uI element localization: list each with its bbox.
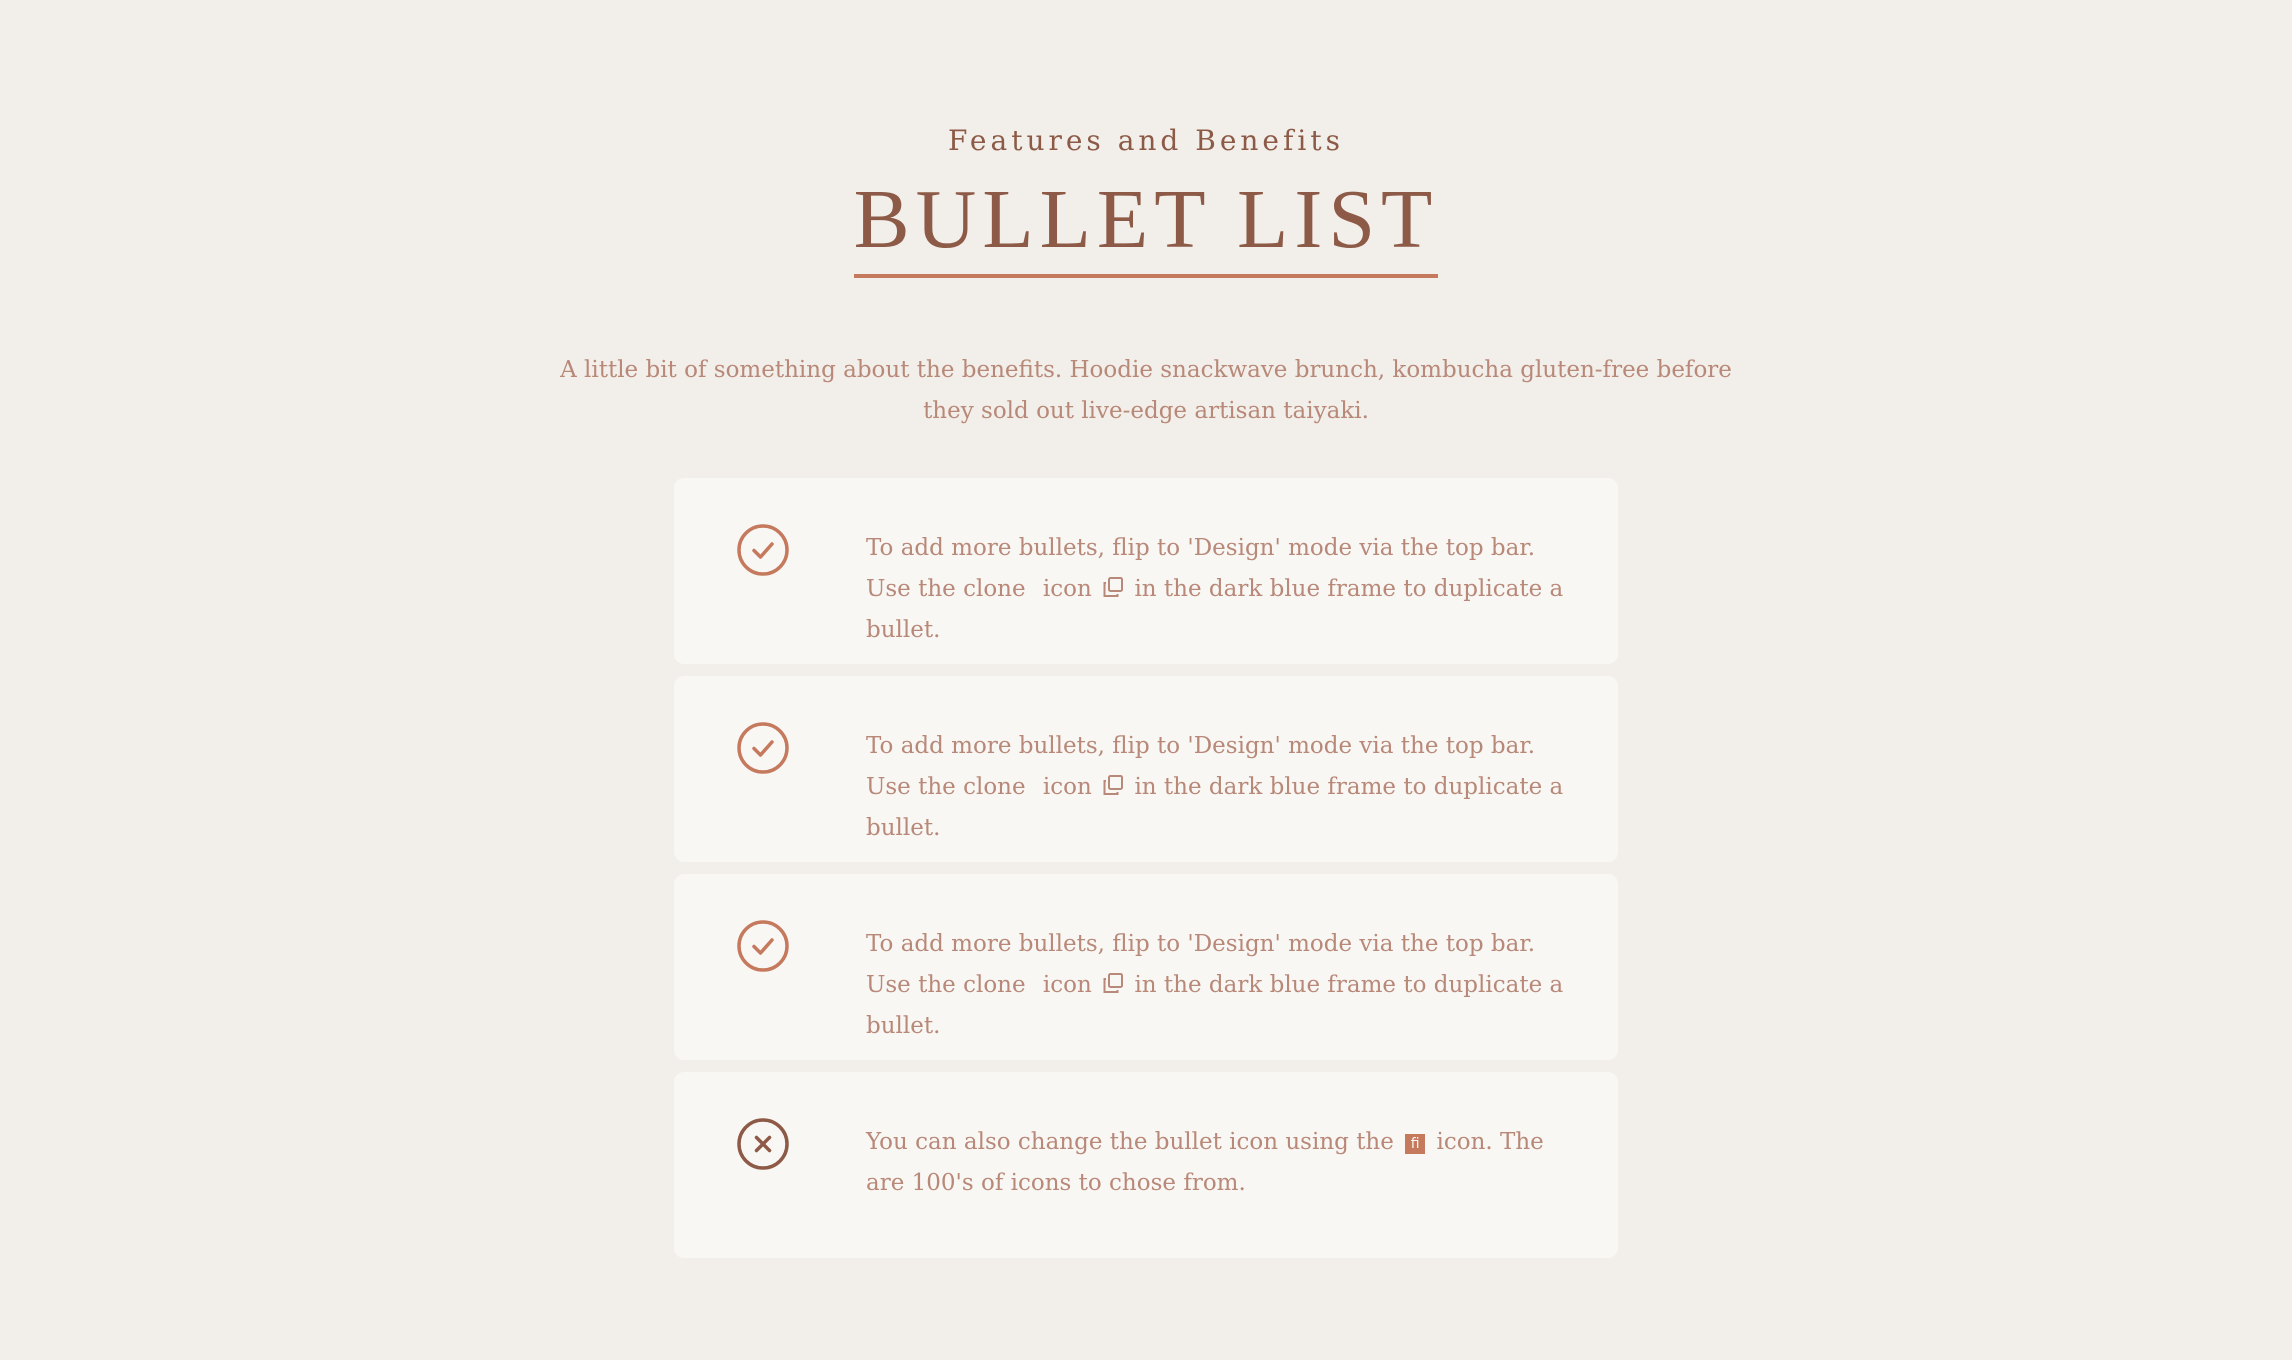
bullet-card xyxy=(674,1072,1618,1258)
clone-icon xyxy=(1101,971,1125,995)
bullet-text-icon-word: icon xyxy=(1042,576,1092,602)
bullet-text-before: You can also change the bullet icon using the xyxy=(866,1129,1394,1155)
bullet-text-after: in the dark blue frame to duplicate a bullet. xyxy=(866,972,1564,1039)
lead-paragraph: A little bit of something about the benefits. Hoodie snackwave brunch, kombucha gluten-free before they sold out live-edge artisan taiyaki. xyxy=(560,357,1732,424)
bullet-text-before: To add more bullets, flip to 'Design' mode via the top bar. Use the clone xyxy=(866,733,1536,800)
bullet-text-before: To add more bullets, flip to 'Design' mode via the top bar. Use the clone xyxy=(866,535,1536,602)
clone-icon xyxy=(1101,575,1125,599)
bullet-text xyxy=(866,528,1586,651)
check-circle-icon xyxy=(736,523,790,577)
bullet-text-before: To add more bullets, flip to 'Design' mode via the top bar. Use the clone xyxy=(866,931,1536,998)
check-circle-icon xyxy=(736,919,790,973)
bullet-text xyxy=(866,1122,1586,1204)
bullet-text xyxy=(866,924,1586,1047)
check-circle-icon xyxy=(736,721,790,775)
bullet-text-after: in the dark blue frame to duplicate a bullet. xyxy=(866,576,1564,643)
bullet-text-icon-word: icon xyxy=(1042,774,1092,800)
clone-icon xyxy=(1101,773,1125,797)
section-eyebrow: Features and Benefits xyxy=(948,124,1344,157)
bullet-text-icon-word: icon xyxy=(1042,972,1092,998)
x-circle-icon xyxy=(736,1117,790,1171)
page-title: BULLET LIST xyxy=(854,172,1439,278)
title-wrap xyxy=(0,172,2292,278)
icon-picker-icon: fi xyxy=(1405,1134,1425,1154)
bullet-card xyxy=(674,874,1618,1060)
bullet-text xyxy=(866,726,1586,849)
bullet-text-after: icon. The are 100's of icons to chose from. xyxy=(866,1129,1544,1196)
bullet-card xyxy=(674,478,1618,664)
bullet-card xyxy=(674,676,1618,862)
bullet-text-after: in the dark blue frame to duplicate a bullet. xyxy=(866,774,1564,841)
